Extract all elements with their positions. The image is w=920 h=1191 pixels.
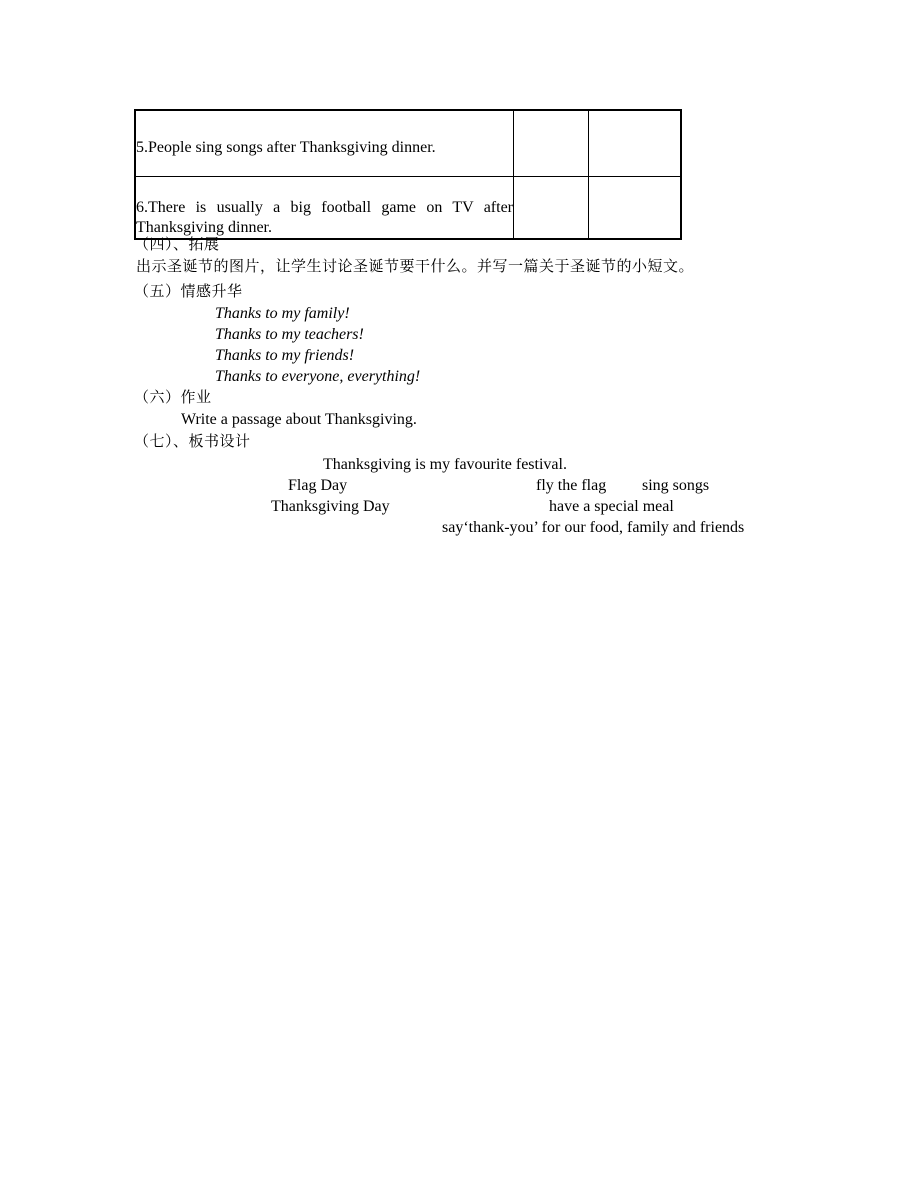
statement-cell	[135, 110, 514, 177]
answer-cell-true[interactable]	[514, 110, 589, 177]
thanks-line-4: Thanks to everyone, everything!	[215, 368, 421, 385]
board-right-sing-songs: sing songs	[642, 477, 710, 494]
table-row	[135, 110, 681, 177]
board-right-thank-you: say‘thank-you’ for our food, family and friends	[442, 519, 745, 536]
thanks-line-3: Thanks to my friends!	[215, 347, 355, 364]
exercise-table	[134, 109, 682, 240]
table-row	[135, 177, 681, 240]
answer-cell-true[interactable]	[514, 177, 589, 240]
thanks-line-2: Thanks to my teachers!	[215, 326, 364, 343]
board-left-2: Thanksgiving Day	[271, 498, 390, 515]
statement-cell	[135, 177, 514, 240]
section-4-body: 出示圣诞节的图片，让学生讨论圣诞节要干什么。并写一篇关于圣诞节的小短文。	[136, 257, 695, 275]
section-4-heading: （四）、拓展	[134, 235, 220, 253]
thanks-line-1: Thanks to my family!	[215, 305, 350, 322]
board-right-special-meal: have a special meal	[549, 498, 674, 515]
board-title: Thanksgiving is my favourite festival.	[323, 456, 567, 473]
statement-text-line2: Thanksgiving dinner.	[136, 219, 272, 236]
answer-cell-false[interactable]	[589, 177, 682, 240]
section-5-heading: （五）情感升华	[134, 282, 243, 300]
section-7-heading: （七）、板书设计	[134, 432, 251, 450]
section-6-heading: （六）作业	[134, 388, 212, 406]
answer-cell-false[interactable]	[589, 110, 682, 177]
board-right-fly-flag: fly the flag	[536, 477, 607, 494]
statement-text: 5.People sing songs after Thanksgiving dinner.	[136, 138, 436, 156]
homework-text: Write a passage about Thanksgiving.	[181, 411, 417, 428]
statement-text-line1: 6.There is usually a big football game on TV after	[136, 199, 513, 216]
board-left-1: Flag Day	[288, 477, 348, 494]
